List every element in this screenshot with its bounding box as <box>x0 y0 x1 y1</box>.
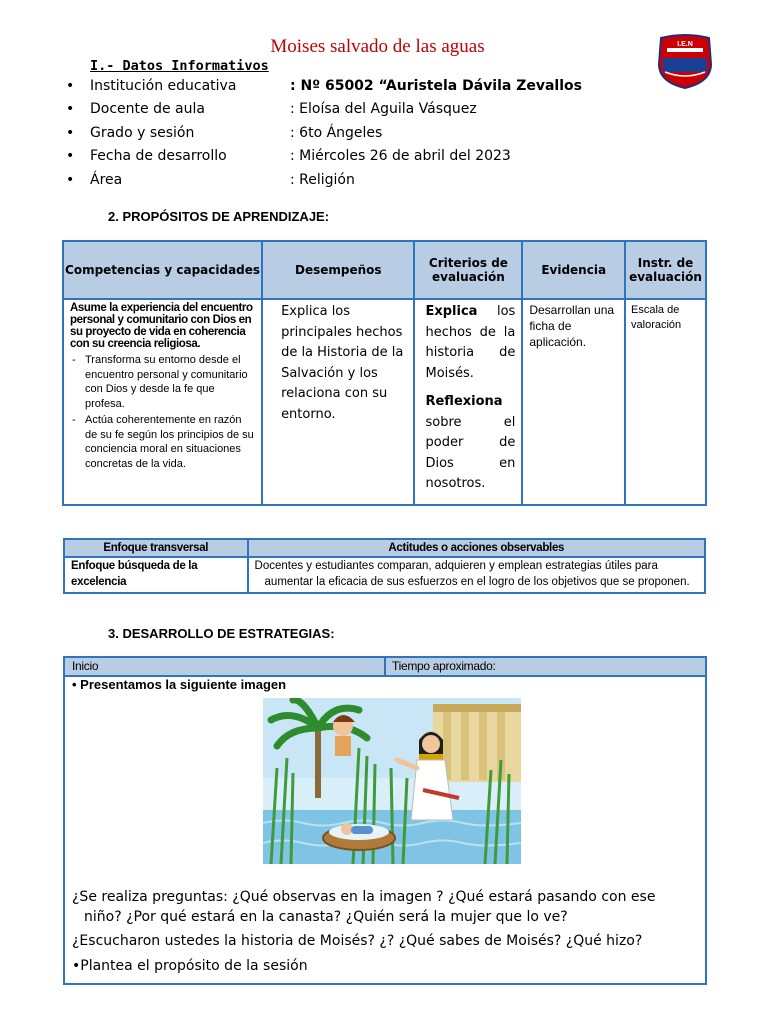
criterio-1-text: los hechos de la historia de Moisés. <box>425 304 516 381</box>
logo-text: I.E.N <box>677 41 693 48</box>
criterios-cell <box>414 299 522 505</box>
bullet-icon: • <box>66 78 75 94</box>
table-header: Instr. de evaluación <box>625 241 706 299</box>
info-value: : Eloísa del Aguila Vásquez <box>290 101 477 117</box>
bullet-icon: • <box>72 677 81 692</box>
list-item: - Transforma su entorno desde el encuentro personal y comunitario con Dios y desde la fe que profesa. <box>85 353 255 411</box>
list-item: - Actúa coherentemente en razón de su fe según los principios de su conciencia moral en situaciones concretas de la vida. <box>85 413 255 471</box>
bullet-icon: • <box>66 125 75 141</box>
question-line: ¿Escucharon ustedes la historia de Moisés? ¿? ¿Qué sabes de Moisés? ¿Qué hizo? <box>72 933 643 949</box>
enfoque-table <box>63 538 706 594</box>
info-value: : Miércoles 26 de abril del 2023 <box>290 148 511 164</box>
section1-heading: I.- Datos Informativos <box>90 58 269 74</box>
competencias-cell <box>63 299 262 505</box>
school-shield-logo <box>653 34 717 90</box>
question-line: ¿Se realiza preguntas: ¿Qué observas en la imagen ? ¿Qué estará pasando con ese <box>72 889 656 905</box>
question-line: niño? ¿Por qué estará en la canasta? ¿Quién será la mujer que lo ve? <box>84 909 568 925</box>
actitudes-cell <box>248 557 705 593</box>
info-label: Área <box>90 172 123 188</box>
criterio-2 <box>425 392 515 495</box>
enfoque-name: Enfoque búsqueda de la excelencia <box>64 557 248 593</box>
table-header: Competencias y capacidades <box>63 241 262 299</box>
learning-purposes-table <box>62 240 707 506</box>
info-label: Docente de aula <box>90 101 205 117</box>
table-header: Desempeños <box>262 241 414 299</box>
purpose-text: Plantea el propósito de la sesión <box>80 958 308 974</box>
info-value: : Nº 65002 “Auristela Dávila Zevallos <box>290 78 582 94</box>
info-label: Fecha de desarrollo <box>90 148 227 164</box>
instrumento-cell <box>625 299 706 505</box>
desempeno-cell <box>262 299 414 505</box>
table-header: Evidencia <box>522 241 625 299</box>
inicio-label: Inicio <box>72 659 99 673</box>
bullet-icon: • <box>66 101 75 117</box>
info-value: : 6to Ángeles <box>290 125 383 141</box>
info-label: Grado y sesión <box>90 125 195 141</box>
table-header: Enfoque transversal <box>64 539 248 557</box>
instrumento-text: Escala de valoración <box>631 304 682 331</box>
criterio-1-verb: Explica <box>425 304 478 319</box>
info-value: : Religión <box>290 172 355 188</box>
info-label: Institución educativa <box>90 78 237 94</box>
present-text: Presentamos la siguiente imagen <box>80 677 287 692</box>
moses-in-basket-illustration <box>263 698 521 864</box>
bullet-icon: • <box>66 148 75 164</box>
purpose-line <box>72 956 308 976</box>
tiempo-label: Tiempo aproximado: <box>392 659 496 673</box>
criterio-1 <box>425 302 515 384</box>
competencia-text: Asume la experiencia del encuentro personal y comunitario con Dios en su proyecto de vida en coherencia con su creencia religiosa. <box>70 302 253 350</box>
bullet-icon: • <box>72 958 81 974</box>
table-header: Actitudes o acciones observables <box>248 539 705 557</box>
section3-heading: 3. DESARROLLO DE ESTRATEGIAS: <box>108 626 335 641</box>
actitud-line: Docentes y estudiantes comparan, adquieren y emplean estrategias útiles para <box>254 560 658 572</box>
bullet-icon: • <box>66 172 75 188</box>
capacidades-list <box>70 353 255 471</box>
desempeno-text: Explica los principales hechos de la Historia de la Salvación y los relaciona con su entorno. <box>281 304 404 422</box>
criterio-2-verb: Reflexiona <box>425 394 503 409</box>
document-title: Moises salvado de las aguas <box>270 36 485 57</box>
evidencia-cell <box>522 299 625 505</box>
strategies-header-divider <box>384 658 386 675</box>
table-header: Criterios de evaluación <box>414 241 522 299</box>
evidencia-text: Desarrollan una ficha de aplicación. <box>529 303 615 349</box>
section2-heading: 2. PROPÓSITOS DE APRENDIZAJE: <box>108 209 330 224</box>
criterio-2-text: sobre el poder de Dios en nosotros. <box>425 414 516 491</box>
actitud-line: aumentar la eficacia de sus esfuerzos en el logro de los objetivos que se proponen. <box>264 576 690 588</box>
present-line <box>72 677 286 692</box>
